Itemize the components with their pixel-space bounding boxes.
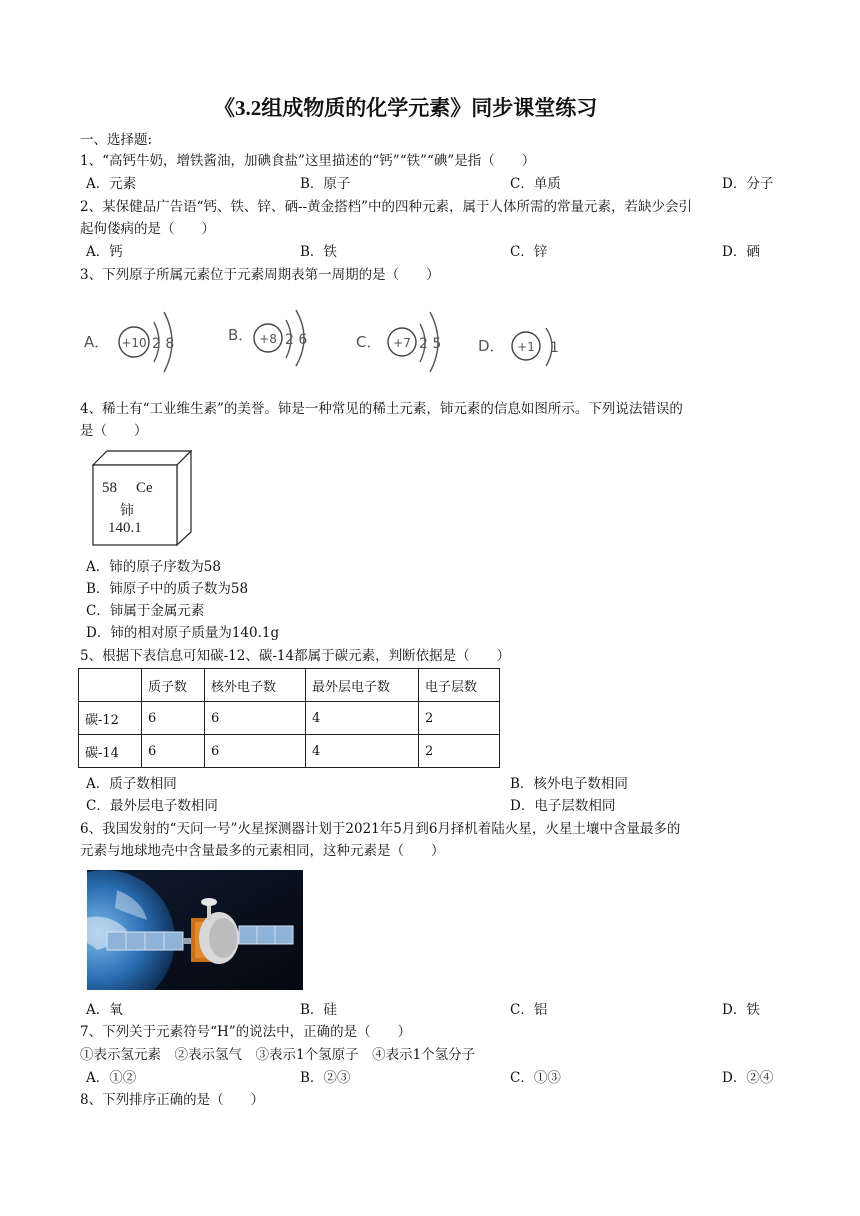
question-2-stem-line1: 2、某保健品广告语“钙、铁、锌、硒--黄金搭档”中的四种元素，属于人体所需的常量元素，若缺少会引 [80,199,693,215]
element-atomic-number: 58 [102,480,117,496]
atom-a-label: A． [84,333,110,351]
page-title: 《3.2组成物质的化学元素》同步课堂练习 [214,96,598,120]
question-6-option-c: C．铝 [510,1002,548,1018]
table-header-cell [79,669,142,702]
question-1-option-c: C．单质 [510,176,561,192]
question-5-option-b: B．核外电子数相同 [510,776,628,792]
question-1-stem: 1、“高钙牛奶，增铁酱油，加碘食盐”这里描述的“钙”“铁”“碘”是指（ ） [80,153,536,169]
question-7-stem: 7、下列关于元素符号“H”的说法中，正确的是（ ） [80,1024,412,1040]
table-cell: 2 [419,735,500,768]
table-header-cell: 质子数 [142,669,205,702]
atom-c-electrons: 2 5 [419,336,442,352]
table-cell: 6 [205,735,306,768]
mars-probe-photo [87,870,303,990]
table-row [79,702,500,735]
question-4-option-a: A．铈的原子序数为58 [86,559,221,575]
element-name: 铈 [120,503,134,519]
table-cell: 6 [142,702,205,735]
question-4-option-b: B．铈原子中的质子数为58 [86,581,249,597]
atom-diagrams [80,300,600,382]
atom-d-electrons: 1 [550,340,559,356]
question-7-option-c: C．①③ [510,1070,561,1086]
question-7-option-b: B．②③ [300,1070,351,1086]
atom-d-nucleus-charge: +1 [517,340,535,354]
question-5-stem: 5、根据下表信息可知碳-12、碳-14都属于碳元素，判断依据是（ ） [80,648,511,664]
question-6-stem-line2: 元素与地球地壳中含量最多的元素相同，这种元素是（ ） [80,843,445,859]
atom-c-nucleus-charge: +7 [393,336,411,350]
question-2-option-b: B．铁 [300,244,337,260]
atom-a-electrons: 2 8 [152,336,175,352]
question-4-option-d: D．铈的相对原子质量为140.1g [86,625,280,641]
question-4-stem-line2: 是（ ） [80,423,148,439]
question-2-option-d: D．硒 [722,244,760,260]
atom-b-label: B． [228,326,254,344]
table-cell: 4 [306,702,419,735]
table-cell: 6 [142,735,205,768]
question-7-option-d: D．②④ [722,1070,774,1086]
question-7-option-a: A．①② [86,1070,137,1086]
table-cell: 碳-14 [79,735,142,768]
question-7-statements: ①表示氢元素 ②表示氢气 ③表示1个氢原子 ④表示1个氢分子 [80,1047,476,1063]
question-6-option-d: D．铁 [722,1002,760,1018]
atom-d-label: D． [478,337,505,355]
question-5-option-d: D．电子层数相同 [510,798,616,814]
question-3-stem: 3、下列原子所属元素位于元素周期表第一周期的是（ ） [80,267,440,283]
question-1-option-a: A．元素 [86,176,137,192]
atom-c-label: C． [356,333,382,351]
table-header-row [79,669,500,702]
table-header-cell: 电子层数 [419,669,500,702]
question-6-option-b: B．硅 [300,1002,337,1018]
atom-b-nucleus-charge: +8 [259,332,277,346]
table-row [79,735,500,768]
table-cell: 6 [205,702,306,735]
table-header-cell: 最外层电子数 [306,669,419,702]
atom-b-electrons: 2 6 [285,332,308,348]
question-1-option-d: D．分子 [722,176,774,192]
question-2-option-a: A．钙 [86,244,123,260]
question-4-stem-line1: 4、稀土有“工业维生素”的美誉。铈是一种常见的稀土元素，铈元素的信息如图所示。下列说法错误的 [80,401,683,417]
question-5-option-c: C．最外层电子数相同 [86,798,218,814]
question-1-option-b: B．原子 [300,176,351,192]
carbon-isotope-table [78,668,500,768]
question-5-option-a: A．质子数相同 [86,776,177,792]
table-cell: 2 [419,702,500,735]
atom-a-nucleus-charge: +10 [121,336,147,350]
element-atomic-mass: 140.1 [108,520,142,536]
question-4-option-c: C．铈属于金属元素 [86,603,205,619]
question-2-option-c: C．锌 [510,244,548,260]
table-cell: 碳-12 [79,702,142,735]
table-cell: 4 [306,735,419,768]
question-6-stem-line1: 6、我国发射的“天问一号”火星探测器计划于2021年5月到6月择机着陆火星，火星土壤中含量最多的 [80,821,681,837]
element-symbol: Ce [136,480,153,496]
table-header-cell: 核外电子数 [205,669,306,702]
question-2-stem-line2: 起佝偻病的是（ ） [80,221,215,237]
element-cell-frame [92,450,192,546]
element-cell-cerium [92,450,192,546]
question-8-stem: 8、下列排序正确的是（ ） [80,1092,265,1108]
section-heading: 一、选择题: [80,132,153,148]
question-6-option-a: A．氧 [86,1002,123,1018]
